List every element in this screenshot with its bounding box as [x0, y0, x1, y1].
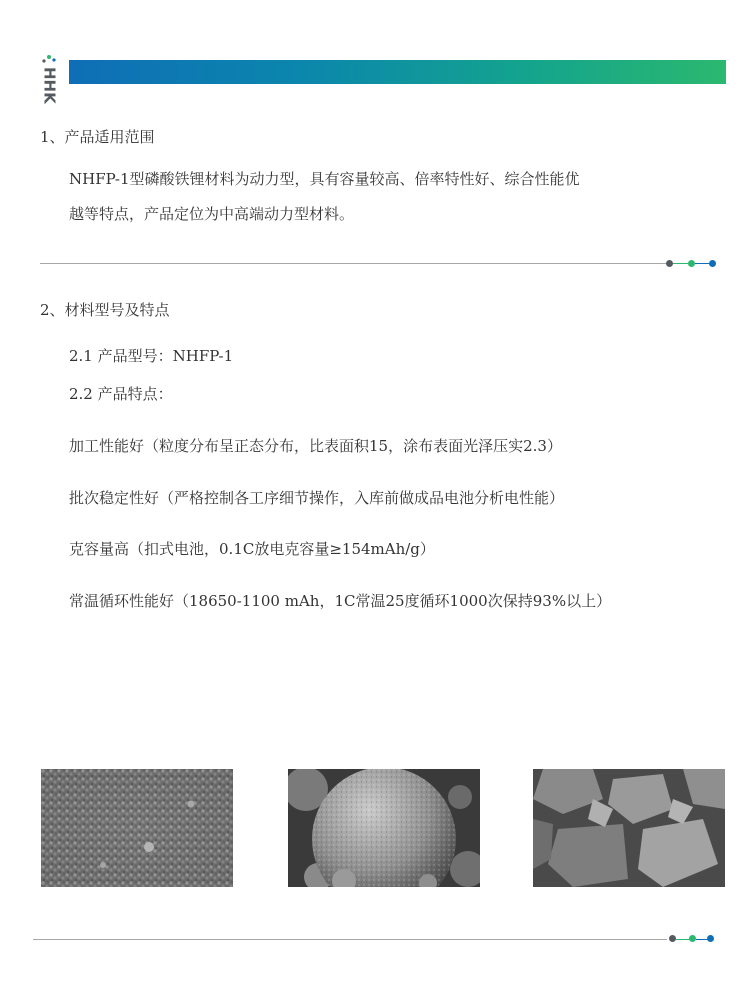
- feature-item: 常温循环性能好（18650-1100 mAh，1C常温25度循环1000次保持93%以上）: [69, 592, 612, 610]
- section1-line-2: 越等特点，产品定位为中高端动力型材料。: [69, 205, 355, 223]
- header-banner: [69, 60, 726, 84]
- dot-blue: [709, 260, 716, 267]
- dot-gray: [666, 260, 673, 267]
- dot-blue: [707, 935, 714, 942]
- sem-image-sphere: [288, 769, 480, 887]
- sem-image-surface: [41, 769, 233, 887]
- section-divider: [40, 263, 668, 264]
- brand-logo: [40, 53, 58, 111]
- feature-item: 批次稳定性好（严格控制各工序细节操作，入库前做成品电池分析电性能）: [69, 489, 565, 507]
- dot-gray: [669, 935, 676, 942]
- dot-link: [673, 263, 688, 264]
- feature-item: 加工性能好（粒度分布呈正态分布，比表面积15，涂布表面光泽压实2.3）: [69, 437, 562, 455]
- dot-green: [689, 935, 696, 942]
- dot-link: [676, 939, 690, 940]
- footer-divider: [33, 939, 667, 940]
- features-title: 2.2 产品特点：: [69, 385, 173, 403]
- section2-heading: 2、材料型号及特点: [40, 301, 170, 319]
- dot-green: [688, 260, 695, 267]
- feature-item: 克容量高（扣式电池，0.1C放电克容量≥154mAh/g）: [69, 540, 435, 558]
- section1-line-1: NHFP-1型磷酸铁锂材料为动力型，具有容量较高、倍率特性好、综合性能优: [69, 170, 580, 188]
- section1-heading: 1、产品适用范围: [40, 128, 155, 146]
- dot-link: [695, 263, 709, 264]
- logo-text: HHK: [40, 67, 58, 104]
- product-model: 2.1 产品型号：NHFP-1: [69, 347, 234, 365]
- sem-image-particles: [533, 769, 725, 887]
